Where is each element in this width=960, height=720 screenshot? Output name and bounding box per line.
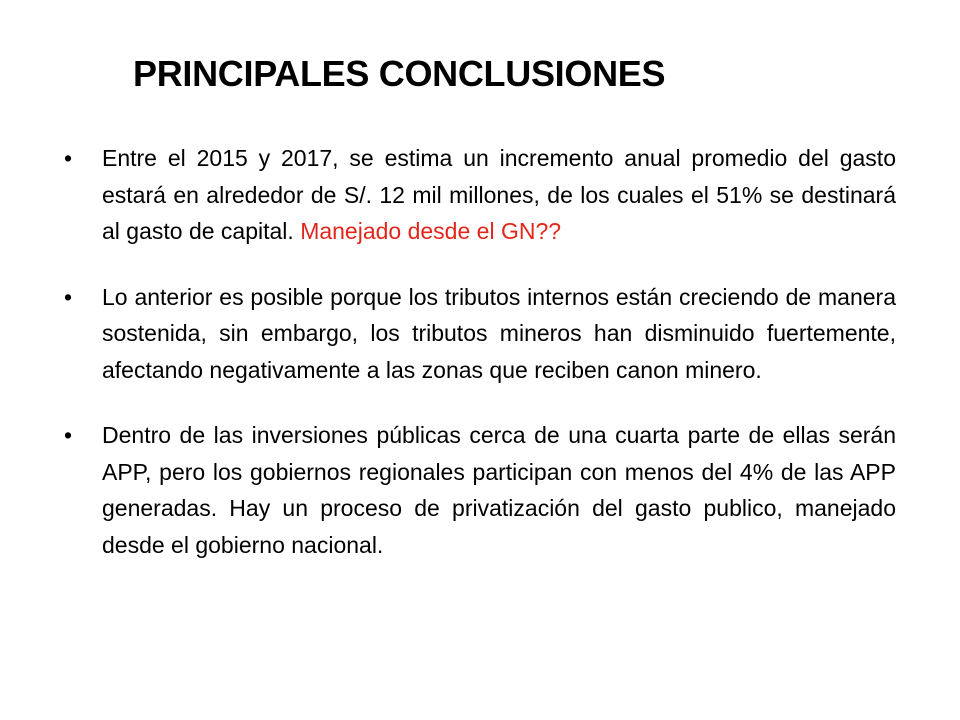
bullet-dot-icon: •: [64, 422, 73, 448]
bullet-item-1: [64, 140, 896, 250]
bullet-3-text: Dentro de las inversiones públicas cerca de una cuarta parte de ellas serán APP, pero los gobiernos regionales participan con menos del 4% de las APP generadas. Hay un proceso de privatización del gasto publico, manejado desde el gobierno nacional.: [102, 422, 896, 558]
bullet-2-text: Lo anterior es posible porque los tributos internos están creciendo de manera sostenida, sin embargo, los tributos mineros han disminuido fuertemente, afectando negativamente a las zonas que reciben canon minero.: [102, 283, 896, 383]
bullet-list: [64, 140, 896, 592]
bullet-1-highlight: Manejado desde el GN??: [300, 218, 562, 244]
slide-title: PRINCIPALES CONCLUSIONES: [133, 53, 666, 94]
bullet-dot-icon: •: [64, 145, 73, 171]
bullet-dot-icon: •: [64, 283, 73, 310]
bullet-1-text: Entre el 2015 y 2017, se estima un incremento anual promedio del gasto estará en alrededor de S/. 12 mil millones, de los cuales el 51% se destinará al gasto de capital.: [102, 145, 896, 244]
bullet-item-2: [64, 279, 896, 389]
bullet-item-3: [64, 417, 896, 563]
